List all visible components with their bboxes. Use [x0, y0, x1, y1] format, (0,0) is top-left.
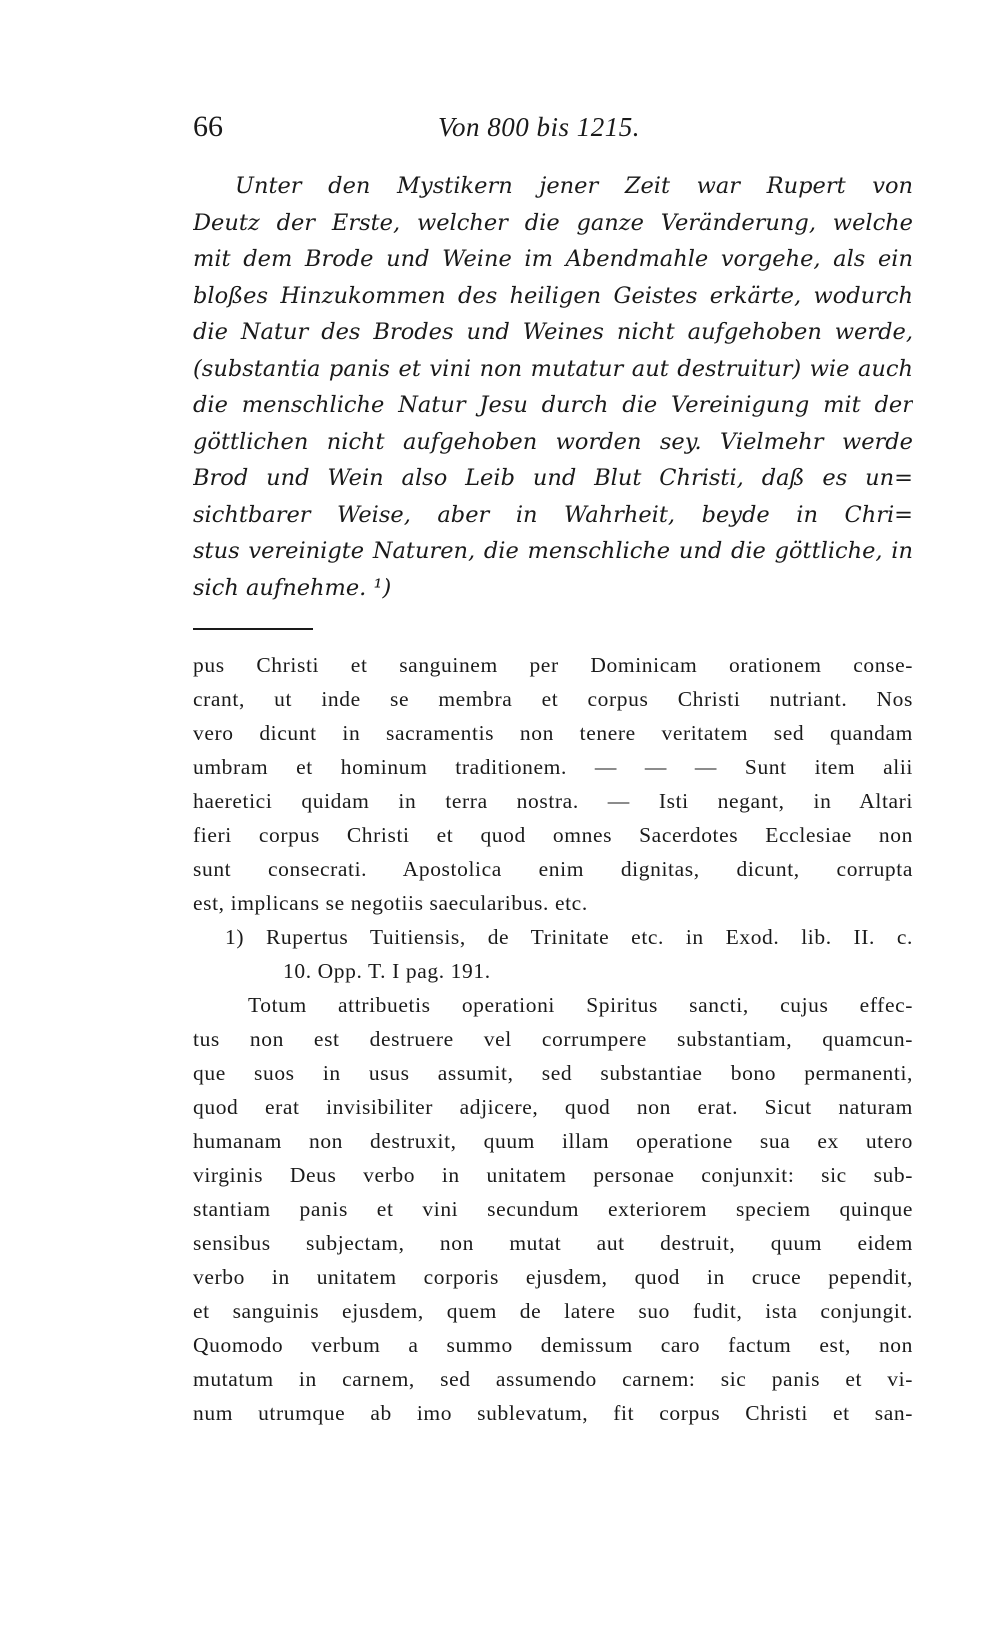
text-line: stus vereinigte Naturen, die menschliche und die göttliche, in [193, 538, 913, 564]
text-line: die menschliche Natur Jesu durch die Vereinigung mit der [193, 392, 913, 418]
text-line: (substantia panis et vini non mutatur aut destruitur) wie auch [193, 355, 913, 382]
text-line: Brod und Wein also Leib und Blut Christi, daß es un= [193, 465, 913, 491]
text-line: Deutz der Erste, welcher die ganze Veränderung, welche [193, 209, 913, 236]
quotation-line: num utrumque ab imo sublevatum, fit corpus Christi et san- [193, 1401, 913, 1425]
quotation-line: humanam non destruxit, quum illam operatione sua ex utero [193, 1129, 913, 1153]
footnote-1-line: 10. Opp. T. I pag. 191. [283, 959, 491, 983]
quotation-line: Quomodo verbum a summo demissum caro factum est, non [193, 1333, 913, 1357]
text-line: sichtbarer Weise, aber in Wahrheit, beyde in Chri= [193, 501, 913, 528]
note-line: haeretici quidam in terra nostra. — Isti negant, in Altari [193, 789, 913, 813]
note-line: vero dicunt in sacramentis non tenere veritatem sed quandam [193, 721, 913, 745]
quotation-line: Totum attribuetis operationi Spiritus sancti, cujus effec- [248, 993, 913, 1017]
quotation-line: virginis Deus verbo in unitatem personae conjunxit: sic sub- [193, 1163, 913, 1187]
page-number: 66 [193, 110, 223, 143]
note-line: crant, ut inde se membra et corpus Christi nutriant. Nos [193, 687, 913, 711]
quotation-line: sensibus subjectam, non mutat aut destruit, quum eidem [193, 1231, 913, 1255]
text-line: bloßes Hinzukommen des heiligen Geistes erkärte, wodurch [193, 282, 913, 309]
note-line: fieri corpus Christi et quod omnes Sacerdotes Ecclesiae non [193, 823, 913, 847]
quotation-line: verbo in unitatem corporis ejusdem, quod in cruce pependit, [193, 1265, 913, 1289]
quotation-line: stantiam panis et vini secundum exteriorem speciem quinque [193, 1197, 913, 1221]
footnote-1-line: 1) Rupertus Tuitiensis, de Trinitate etc. in Exod. lib. II. c. [225, 925, 913, 949]
text-line: die Natur des Brodes und Weines nicht aufgehoben werde, [193, 319, 913, 345]
page-header [193, 110, 913, 150]
note-line: sunt consecrati. Apostolica enim dignitas, dicunt, corrupta [193, 857, 913, 881]
text-line: göttlichen nicht aufgehoben worden sey. Vielmehr werde [193, 428, 913, 455]
note-line: pus Christi et sanguinem per Dominicam orationem conse- [193, 653, 913, 677]
text-line: sich aufnehme. ¹) [193, 574, 392, 601]
running-head: Von 800 bis 1215. [438, 112, 641, 142]
quotation-line: mutatum in carnem, sed assumendo carnem: sic panis et vi- [193, 1367, 913, 1391]
footnotes [193, 648, 913, 1430]
quotation-line: quod erat invisibiliter adjicere, quod non erat. Sicut naturam [193, 1095, 913, 1119]
quotation-line: tus non est destruere vel corrumpere substantiam, quamcun- [193, 1027, 913, 1051]
note-line: est, implicans se negotiis saecularibus. etc. [193, 891, 588, 915]
quotation-line: que suos in usus assumit, sed substantiae bono permanenti, [193, 1061, 913, 1085]
footnote-divider [193, 628, 313, 630]
text-line: Unter den Mystikern jener Zeit war Rupert von [235, 173, 913, 199]
quotation-line: et sanguinis ejusdem, quem de latere suo fudit, ista conjungit. [193, 1299, 913, 1323]
note-line: umbram et hominum traditionem. — — — Sunt item alii [193, 755, 913, 779]
main-text [193, 168, 913, 606]
text-line: mit dem Brode und Weine im Abendmahle vorgehe, als ein [193, 246, 913, 272]
